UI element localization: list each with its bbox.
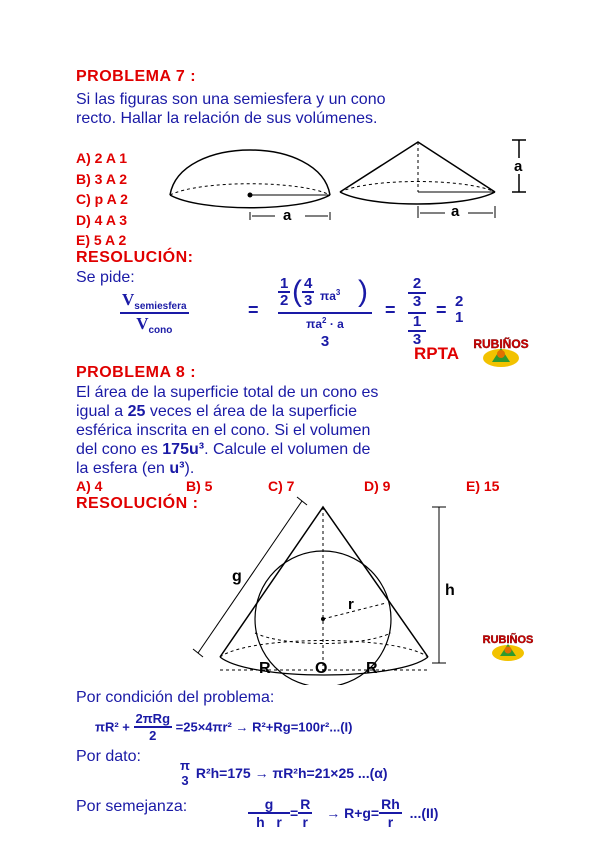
resolution-1-intro: Se pide: [76, 269, 135, 286]
equals-3: = [436, 300, 447, 320]
problem-8-line-1: El área de la superficie total de un cono es [76, 384, 379, 401]
rubinos-logo-1 [470, 336, 532, 368]
label-h: h [445, 582, 455, 599]
big-fraction: $\frac{1}{2}$ ( $\frac{4}{3}$ $\pi a^3$ ) $\pi a^2 \cdot a$ 3 [278, 276, 372, 350]
sub-cono: cono [148, 325, 173, 337]
final-ratio: 2 1 [455, 293, 464, 326]
label-R-right: R [366, 660, 378, 677]
resolution-2-heading: RESOLUCIÓN : [76, 495, 199, 512]
semejanza-line: Por semejanza: [76, 798, 188, 815]
option-c: C) p A 2 [76, 191, 128, 207]
option-b: B) 3 A 2 [76, 170, 128, 187]
equals-1: = [248, 300, 259, 320]
svg-text:RUBIÑOS: RUBIÑOS [473, 337, 529, 351]
option-d: D) 4 A 3 [76, 211, 128, 228]
p8-option-d: D) 9 [364, 478, 391, 494]
problem-8-line-2: igual a 25 veces el área de la superficie [76, 403, 358, 420]
problem-8-heading: PROBLEMA 8 : [76, 364, 197, 381]
v-symbol: V [122, 290, 135, 309]
ratio-two-thirds-over-one-third: 2 3 1 3 [408, 276, 426, 348]
problem-8-line-4: del cono es 175u³. Calcule el volumen de [76, 441, 371, 458]
rubinos-logo-2 [480, 632, 536, 662]
sub-semiesfera: semiesfera [134, 301, 187, 313]
option-a: A) 2 A 1 [76, 150, 128, 166]
problem-7-line-2: recto. Hallar la relación de sus volúmenes. [76, 110, 378, 127]
problem-8-line-5: la esfera (en u³). [76, 460, 195, 477]
cone-base-front [340, 192, 495, 204]
label-O: O [315, 660, 328, 677]
option-e: E) 5 A 2 [76, 232, 127, 248]
p8-option-e: E) 15 [466, 478, 500, 494]
cone-outline [220, 507, 428, 657]
cone-height-label: a [514, 158, 523, 175]
cone-base-back [220, 641, 428, 658]
problem-7-heading: PROBLEMA 7 : [76, 68, 197, 85]
label-R-left: R [259, 660, 271, 677]
problem-7-options [76, 148, 128, 251]
rpta-label: RPTA [414, 344, 460, 363]
label-r: r [348, 596, 354, 613]
sphere-radius [323, 603, 386, 619]
resolution-1-heading: RESOLUCIÓN: [76, 249, 194, 266]
condition-line: Por condición del problema: [76, 689, 275, 706]
equation-3: $\frac{g}{\text{h r}}$ = $\frac{R}{r}$ → R+g= $\frac{Rh}{r}$ ...(II) [248, 796, 438, 830]
problem-8-line-3: esférica inscrita en el cono. Si el volumen [76, 422, 371, 439]
equation-1: πR² + $\frac{\text{2πRg}}{2}$ =25×4πr² → R²+Rg=100r²...(I) [95, 711, 353, 743]
slant-marker [198, 501, 302, 653]
p8-option-a: A) 4 [76, 478, 103, 494]
equation-2: π 3 R²h=175 → πR²h=21×25 ...(α) [180, 758, 388, 788]
hemisphere-radius-label: a [283, 207, 292, 224]
dato-line: Por dato: [76, 748, 141, 765]
svg-text:RUBIÑOS: RUBIÑOS [482, 634, 534, 646]
label-g: g [232, 568, 242, 585]
hemisphere-cone-figure [160, 130, 540, 225]
cone-radius-label: a [451, 203, 460, 220]
volume-ratio: $V_{semiesfera}$ $V_{cono}$ [122, 290, 187, 337]
problem-7-line-1: Si las figuras son una semiesfera y un cono [76, 91, 386, 108]
equals-2: = [385, 300, 396, 320]
p8-option-c: C) 7 [268, 478, 295, 494]
cone-sphere-figure [190, 495, 470, 685]
p8-option-b: B) 5 [186, 478, 213, 494]
